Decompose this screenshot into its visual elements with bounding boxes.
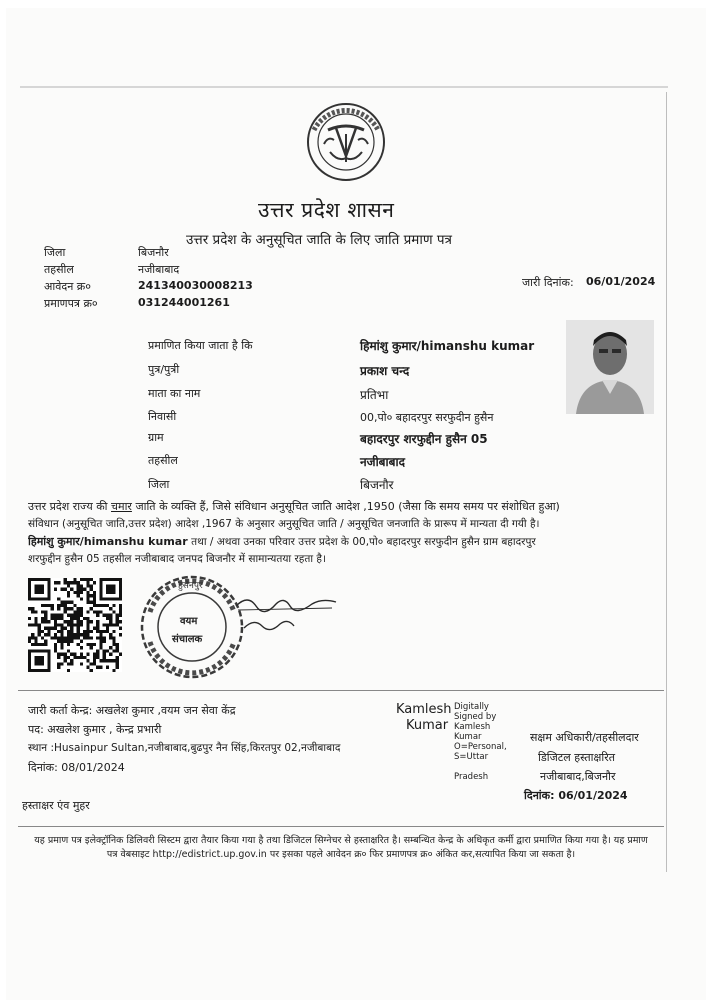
- body-line-2: संविधान (अनुसूचित जाति,उत्तर प्रदेश) आदेश ,1967 के अनुसार अनुसूचित जाति / अनुसूचित जनजाति के प्रारूप में मान्यता दी गयी है।: [28, 518, 540, 530]
- issuer-place: स्थान :Husainpur Sultan,नजीबाबाद,बुढपुर नैन सिंह,किरतपुर 02,नजीबाबाद: [28, 742, 341, 754]
- government-title: उत्तर प्रदेश शासन: [258, 198, 395, 222]
- district-value: बिजनौर: [138, 246, 169, 259]
- body-line-1-post: जाति के व्यक्ति हैं, जिसे संविधान अनुसूचित जाति आदेश ,1950 (जैसा कि समय समय पर संशोधित हुआ): [135, 500, 560, 513]
- issue-date-label: जारी दिनांक:: [522, 276, 574, 289]
- detail-label-district: जिला: [148, 478, 170, 491]
- detail-value-resident: 00,पो० बहादरपुर सरफुदीन हुसैन: [360, 411, 494, 424]
- seal-top-text: हुसैनपुर: [178, 581, 203, 591]
- application-no-label: आवेदन क्र०: [44, 280, 91, 293]
- scan-edge-line: [20, 86, 668, 88]
- tehsil-value: नजीबाबाद: [138, 263, 180, 276]
- digisig-line-5: O=Personal,: [454, 742, 507, 752]
- body-holder-name: हिमांशु कुमार/himanshu kumar: [28, 535, 188, 548]
- detail-value-village: बहादरपुर शरफुद्दीन हुसैन 05: [360, 432, 488, 446]
- issuer-post: पद: अखलेश कुमार , केन्द्र प्रभारी: [28, 723, 162, 736]
- digisig-line-7: Pradesh: [454, 772, 489, 782]
- digisig-line-4: Kumar: [454, 732, 482, 742]
- certificate-no-value: 031244001261: [138, 296, 230, 309]
- digisig-name-last: Kumar: [406, 718, 449, 733]
- detail-value-district: बिजनौर: [360, 478, 394, 492]
- frame-right-border: [666, 92, 667, 872]
- authority-date: दिनांक: 06/01/2024: [524, 789, 628, 802]
- detail-label-child-of: पुत्र/पुत्री: [148, 363, 180, 376]
- verification-qr-code: [28, 578, 122, 672]
- body-line-3: [28, 534, 668, 549]
- detail-label-village: ग्राम: [148, 431, 164, 444]
- detail-value-father: प्रकाश चन्द: [360, 364, 410, 378]
- caste-name: चमार: [111, 500, 132, 513]
- certificate-no-label: प्रमाणपत्र क्र०: [44, 297, 98, 310]
- body-line-1-pre: उत्तर प्रदेश राज्य की: [28, 500, 108, 513]
- authority-digital-signed: डिजिटल हस्ताक्षरित: [538, 751, 615, 764]
- detail-label-mother: माता का नाम: [148, 387, 201, 400]
- up-government-emblem: [300, 100, 392, 184]
- authority-place: नजीबाबाद,बिजनौर: [540, 770, 616, 783]
- body-line-4: शरफुद्दीन हुसैन 05 तहसील नजीबाबाद जनपद बिजनौर में सामान्यतया रहता है।: [28, 553, 326, 565]
- footer-verification-note: यह प्रमाण पत्र इलेक्ट्रॉनिक डिलिवरी सिस्टम द्वारा तैयार किया गया है तथा डिजिटल सिग्नेचर से हस्ताक्षरित है। सम्बन्धित केन्द्र के अधिकृत कर्मी द्वारा प्रमाणित किया गया है। यह प्रमाण पत्र वेबसाइट http://edistrict.up.gov.in पर इसका पहले आवेदन क्र० फिर प्रमाणपत्र क्र० अंकित कर,सत्यापित किया जा सकता है।: [34, 835, 648, 860]
- seal-center-text-2: संचालक: [172, 634, 203, 645]
- footer-divider: [18, 826, 664, 827]
- detail-label-tehsil: तहसील: [148, 454, 178, 467]
- detail-value-tehsil: नजीबाबाद: [360, 455, 405, 469]
- detail-label-resident: निवासी: [148, 410, 177, 423]
- digisig-line-2: Signed by: [454, 712, 497, 722]
- tehsil-label: तहसील: [44, 263, 74, 276]
- detail-value-mother: प्रतिभा: [360, 388, 389, 402]
- digisig-line-6: S=Uttar: [454, 752, 489, 762]
- issuer-date: दिनांक: 08/01/2024: [28, 761, 125, 774]
- issuer-centre: जारी कर्ता केन्द्र: अखलेश कुमार ,वयम जन सेवा केंद्र: [28, 704, 236, 717]
- authority-title: सक्षम अधिकारी/तहसीलदार: [530, 731, 639, 744]
- digisig-line-3: Kamlesh: [454, 722, 491, 732]
- handwritten-signature: [232, 588, 342, 636]
- detail-value-name: हिमांशु कुमार/himanshu kumar: [360, 339, 535, 353]
- application-no-value: 241340030008213: [138, 279, 253, 292]
- sign-and-seal-label: हस्ताक्षर एंव मुहर: [22, 799, 90, 812]
- applicant-photo: [566, 320, 654, 414]
- section-divider: [18, 690, 664, 691]
- body-line-3-post: तथा / अथवा उनका परिवार उत्तर प्रदेश के 00,पो० बहादरपुर सरफुदीन हुसैन ग्राम बहादरपुर: [191, 536, 536, 548]
- district-label: जिला: [44, 246, 66, 259]
- detail-label-certified: प्रमाणित किया जाता है कि: [148, 339, 253, 352]
- seal-center-text-1: वयम: [180, 616, 198, 627]
- digisig-line-1: Digitally: [454, 702, 489, 712]
- body-line-1: [28, 499, 668, 514]
- issue-date-value: 06/01/2024: [586, 275, 656, 288]
- digisig-name-first: Kamlesh: [396, 702, 452, 717]
- certificate-title: उत्तर प्रदेश के अनुसूचित जाति के लिए जाति प्रमाण पत्र: [186, 232, 452, 248]
